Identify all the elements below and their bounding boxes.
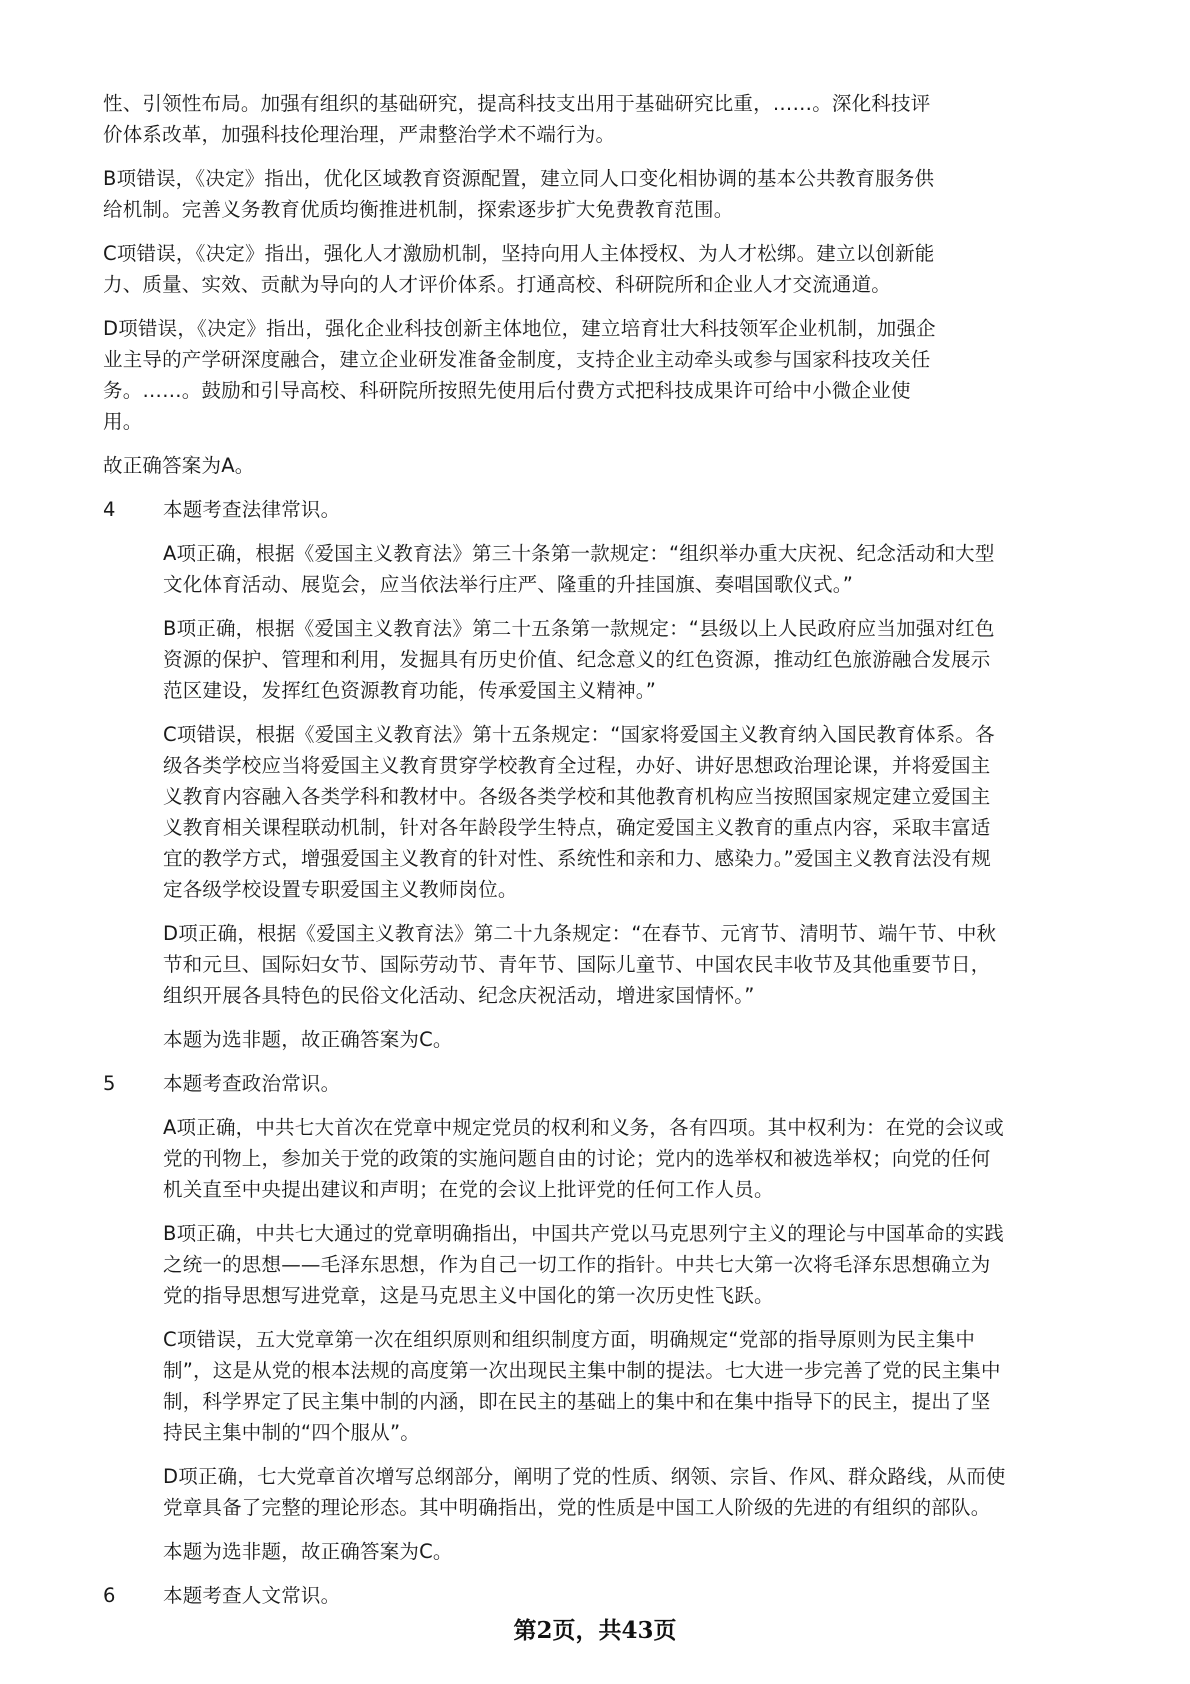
question-4-header [103, 494, 1083, 525]
paragraph-intro-c: C项错误，《决定》指出，强化人才激励机制，坚持向用人主体授权、为人才松绑。建立以创新能 力、质量、实效、贡献为导向的人才评价体系。打通高校、科研院所和企业人才交流通道。 [103, 242, 935, 296]
paragraph-intro-a: 性、引领性布局。加强有组织的基础研究，提高科技支出用于基础研究比重，……。深化科技评 价体系改革，加强科技伦理治理，严肃整治学术不端行为。 [103, 92, 931, 146]
question-number: 5 [103, 1072, 116, 1095]
q4-option-c: C项错误，根据《爱国主义教育法》第十五条规定：“国家将爱国主义教育纳入国民教育体系。各 级各类学校应当将爱国主义教育贯穿学校教育全过程，办好、讲好思想政治理论课，并将爱国主 义教育内容融入各类学科和教材中。各级各类学校和其他教育机构应当按照国家规定建立爱国主 义教育相关课程联动机制，针对各年龄段学生特点，确定爱国主义教育的重点内容，采取丰富适 宜的教学方式，增强爱国主义教育的针对性、系统性和亲和力、感染力。”爱国主义教育法没有规 定各级学校设置专职爱国主义教师岗位。 [163, 723, 995, 901]
question-6-header [103, 1580, 1083, 1611]
q4-option-d: D项正确，根据《爱国主义教育法》第二十九条规定：“在春节、元宵节、清明节、端午节、中秋 节和元旦、国际妇女节、国际劳动节、青年节、国际儿童节、中国农民丰收节及其他重要节日， 组织开展各具特色的民俗文化活动、纪念庆祝活动，增进家国情怀。” [163, 922, 997, 1007]
question-number: 4 [103, 498, 116, 521]
question-title: 本题考查政治常识。 [163, 1072, 341, 1095]
paragraph-intro-b: B项错误，《决定》指出，优化区域教育资源配置，建立同人口变化相协调的基本公共教育服务供 给机制。完善义务教育优质均衡推进机制，探索逐步扩大免费教育范围。 [103, 167, 935, 221]
question-number: 6 [103, 1584, 116, 1607]
question-4-body [163, 538, 1083, 1055]
document-body [103, 88, 1083, 1624]
q5-option-a: A项正确，中共七大首次在党章中规定党员的权利和义务，各有四项。其中权利为：在党的会议或 党的刊物上，参加关于党的政策的实施问题自由的讨论；党内的选举权和被选举权；向党的任何 机关直至中央提出建议和声明；在党的会议上批评党的任何工作人员。 [163, 1116, 1004, 1201]
page-footer: 第2页，共43页 [513, 1617, 677, 1644]
question-5-body [163, 1112, 1083, 1567]
paragraph-intro-d: D项错误，《决定》指出，强化企业科技创新主体地位，建立培育壮大科技领军企业机制，加强企 业主导的产学研深度融合，建立企业研发准备金制度，支持企业主动牵头或参与国家科技攻关任 务。……。鼓励和引导高校、科研院所按照先使用后付费方式把科技成果许可给中小微企业使 用。 [103, 317, 936, 433]
question-title: 本题考查法律常识。 [163, 498, 341, 521]
q5-option-b: B项正确，中共七大通过的党章明确指出，中国共产党以马克思列宁主义的理论与中国革命的实践 之统一的思想——毛泽东思想，作为自己一切工作的指针。中共七大第一次将毛泽东思想确立为 党的指导思想写进党章，这是马克思主义中国化的第一次历史性飞跃。 [163, 1222, 1004, 1307]
q5-answer: 本题为选非题，故正确答案为C。 [163, 1540, 453, 1563]
q4-option-b: B项正确，根据《爱国主义教育法》第二十五条第一款规定：“县级以上人民政府应当加强对红色 资源的保护、管理和利用，发掘具有历史价值、纪念意义的红色资源，推动红色旅游融合发展示 范区建设，发挥红色资源教育功能，传承爱国主义精神。” [163, 617, 995, 702]
question-title: 本题考查人文常识。 [163, 1584, 341, 1607]
q5-option-c: C项错误，五大党章第一次在组织原则和组织制度方面，明确规定“党部的指导原则为民主集中 制”，这是从党的根本法规的高度第一次出现民主集中制的提法。七大进一步完善了党的民主集中 制，科学界定了民主集中制的内涵，即在民主的基础上的集中和在集中指导下的民主，提出了坚 持民主集中制的“四个服从”。 [163, 1328, 1001, 1444]
q4-option-a: A项正确，根据《爱国主义教育法》第三十条第一款规定：“组织举办重大庆祝、纪念活动和大型 文化体育活动、展览会，应当依法举行庄严、隆重的升挂国旗、奏唱国歌仪式。” [163, 542, 995, 596]
question-5-header [103, 1068, 1083, 1099]
intro-answer: 故正确答案为A。 [103, 454, 255, 477]
q5-option-d: D项正确，七大党章首次增写总纲部分，阐明了党的性质、纲领、宗旨、作风、群众路线，从而使 党章具备了完整的理论形态。其中明确指出，党的性质是中国工人阶级的先进的有组织的部队。 [163, 1465, 1006, 1519]
q4-answer: 本题为选非题，故正确答案为C。 [163, 1028, 453, 1051]
